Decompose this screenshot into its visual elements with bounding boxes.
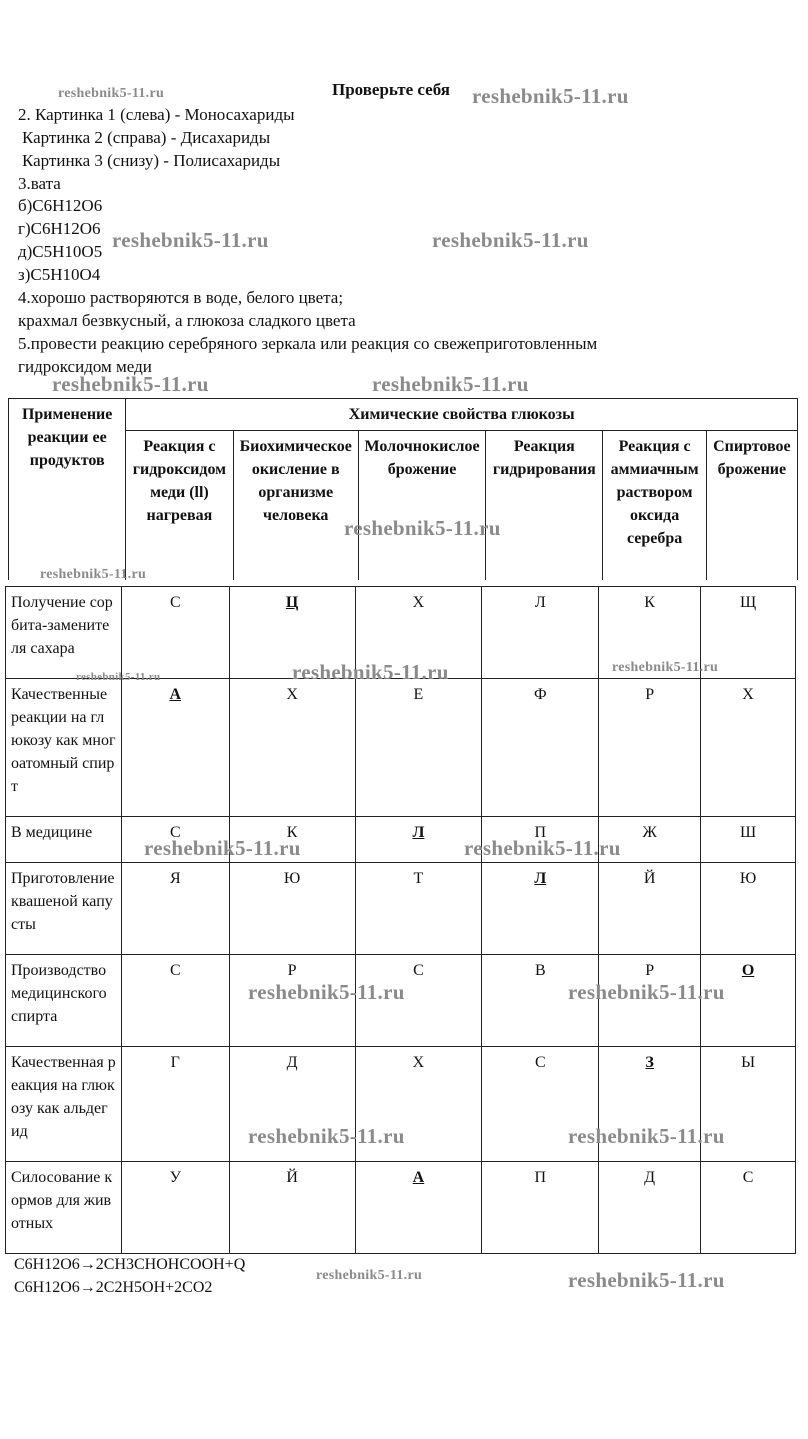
table-cell (701, 817, 796, 863)
answer-line: гидроксидом меди (18, 357, 152, 376)
watermark: reshebnik5-11.ru (344, 516, 501, 540)
column-header: Биохимическое окисление в организме человека (233, 431, 358, 581)
watermark: reshebnik5-11.ru (40, 567, 147, 582)
table-cell (121, 1162, 229, 1254)
answer-line: 5.провести реакцию серебряного зеркала или реакция со свежеприготовленным (18, 334, 598, 353)
cell-letter: Д (644, 1169, 656, 1186)
properties-table (5, 586, 796, 1254)
watermark: reshebnik5-11.ru (612, 660, 719, 675)
table-cell (482, 679, 599, 817)
table-cell (355, 817, 482, 863)
row-label: Качественная реакция на глюкозу как альдегид (6, 1047, 122, 1162)
row-label: Приготовление квашеной капусты (6, 863, 122, 955)
cell-letter: А (169, 686, 182, 703)
cell-letter: Ж (642, 824, 657, 841)
cell-letter: Ю (283, 870, 301, 887)
table-cell (701, 1162, 796, 1254)
cell-letter: Е (413, 686, 424, 703)
watermark: reshebnik5-11.ru (248, 980, 405, 1004)
equation: C6H12O6→2CH3CHOHCOOH+Q (14, 1256, 246, 1273)
table-row (6, 1162, 796, 1254)
answer-line: Картинка 3 (снизу) - Полисахариды (22, 151, 281, 170)
cell-letter: Х (742, 686, 754, 703)
answer-line: 3.вата (18, 174, 61, 193)
answer-line: з)C5H10O4 (18, 265, 101, 284)
column-header: Реакция с гидроксидом меди (ll) нагревая (126, 431, 233, 581)
cell-letter: Й (643, 870, 656, 887)
table-cell (229, 863, 355, 955)
column-header: Спиртовое брожение (706, 431, 797, 581)
cell-letter: Ф (533, 686, 547, 703)
cell-letter: Т (413, 870, 424, 887)
watermark: reshebnik5-11.ru (372, 372, 529, 396)
table-cell (229, 679, 355, 817)
column-header: Молочнокислое брожение (358, 431, 485, 581)
cell-letter: З (645, 1054, 654, 1071)
cell-letter: У (169, 1169, 181, 1186)
table-cell (599, 1162, 701, 1254)
cell-letter: Щ (739, 594, 757, 611)
group-header: Химические свойства глюкозы (126, 399, 798, 431)
cell-letter: Ш (739, 824, 757, 841)
table-cell (355, 679, 482, 817)
cell-letter: Й (286, 1169, 298, 1186)
answer-line: б)C6H12O6 (18, 196, 103, 215)
cell-letter: П (534, 824, 547, 841)
watermark: reshebnik5-11.ru (568, 1124, 725, 1148)
table-cell (355, 863, 482, 955)
watermark: reshebnik5-11.ru (568, 980, 725, 1004)
table-cell (355, 1162, 482, 1254)
row-label: Получение сорбита-заменителя сахара (6, 587, 122, 679)
answer-line: 2. Картинка 1 (слева) - Моносахариды (18, 105, 295, 124)
cell-letter: Р (287, 962, 297, 979)
column-header: Реакция гидрирования (486, 431, 603, 581)
row-label: Силосование кормов для животных (6, 1162, 122, 1254)
cell-letter: В (534, 962, 546, 979)
page-title: Проверьте себя (332, 80, 450, 99)
row-label: Качественные реакции на глюкозу как многоатомный спирт (6, 679, 122, 817)
table-cell (229, 1162, 355, 1254)
cell-letter: С (534, 1054, 546, 1071)
cell-letter: С (413, 962, 424, 979)
table-cell (121, 955, 229, 1047)
answer-line: Картинка 2 (справа) - Дисахариды (22, 128, 271, 147)
column-header: Реакция с аммиачным раствором оксида серебра (603, 431, 706, 581)
corner-header: Применение реакции ее продуктов (9, 399, 126, 581)
watermark: reshebnik5-11.ru (144, 836, 301, 860)
watermark: reshebnik5-11.ru (112, 228, 269, 252)
table-row (6, 863, 796, 955)
cell-letter: Д (286, 1054, 298, 1071)
table-cell (121, 587, 229, 679)
equation: C6H12O6→2C2H5OH+2CO2 (14, 1279, 213, 1296)
table-row (6, 817, 796, 863)
watermark: reshebnik5-11.ru (76, 671, 161, 683)
table-cell (701, 679, 796, 817)
answer-line: д)C5H10O5 (18, 242, 103, 261)
watermark: reshebnik5-11.ru (568, 1268, 725, 1292)
table-cell (482, 1162, 599, 1254)
cell-letter: А (412, 1169, 425, 1186)
cell-letter: Р (645, 962, 655, 979)
cell-letter: Х (286, 686, 298, 703)
table-cell (482, 587, 599, 679)
cell-letter: С (742, 1169, 754, 1186)
cell-letter: Ы (741, 1054, 756, 1071)
answer-line: крахмал безвкусный, а глюкоза сладкого цвета (18, 311, 356, 330)
row-label: Производство медицинского спирта (6, 955, 122, 1047)
cell-letter: Г (170, 1054, 180, 1071)
cell-letter: Л (534, 870, 547, 887)
table-cell (599, 863, 701, 955)
cell-letter: О (741, 962, 755, 979)
table-cell (599, 679, 701, 817)
cell-letter: Л (534, 594, 546, 611)
table-cell (121, 863, 229, 955)
watermark: reshebnik5-11.ru (292, 660, 449, 684)
cell-letter: Ц (285, 594, 299, 611)
properties-header-table (8, 398, 798, 580)
cell-letter: П (534, 1169, 547, 1186)
table-cell (121, 1047, 229, 1162)
cell-letter: Р (645, 686, 655, 703)
cell-letter: Л (412, 824, 425, 841)
table-cell (701, 863, 796, 955)
cell-letter: Х (412, 594, 425, 611)
answer-line: 4.хорошо растворяются в воде, белого цвета; (18, 288, 344, 307)
cell-letter: Х (412, 1054, 425, 1071)
cell-letter: С (169, 962, 181, 979)
watermark: reshebnik5-11.ru (472, 84, 629, 108)
table-cell (482, 863, 599, 955)
cell-letter: С (169, 824, 181, 841)
watermark: reshebnik5-11.ru (316, 1268, 423, 1283)
cell-letter: К (286, 824, 298, 841)
cell-letter: С (169, 594, 181, 611)
watermark: reshebnik5-11.ru (52, 372, 209, 396)
cell-letter: Я (169, 870, 181, 887)
cell-letter: К (644, 594, 655, 611)
watermark: reshebnik5-11.ru (464, 836, 621, 860)
watermark: reshebnik5-11.ru (248, 1124, 405, 1148)
watermark: reshebnik5-11.ru (432, 228, 589, 252)
cell-letter: Ю (739, 870, 757, 887)
row-label: В медицине (6, 817, 122, 863)
table-row (6, 679, 796, 817)
table-cell (121, 679, 229, 817)
watermark: reshebnik5-11.ru (58, 86, 165, 101)
answer-line: г)C6H12O6 (18, 219, 101, 238)
